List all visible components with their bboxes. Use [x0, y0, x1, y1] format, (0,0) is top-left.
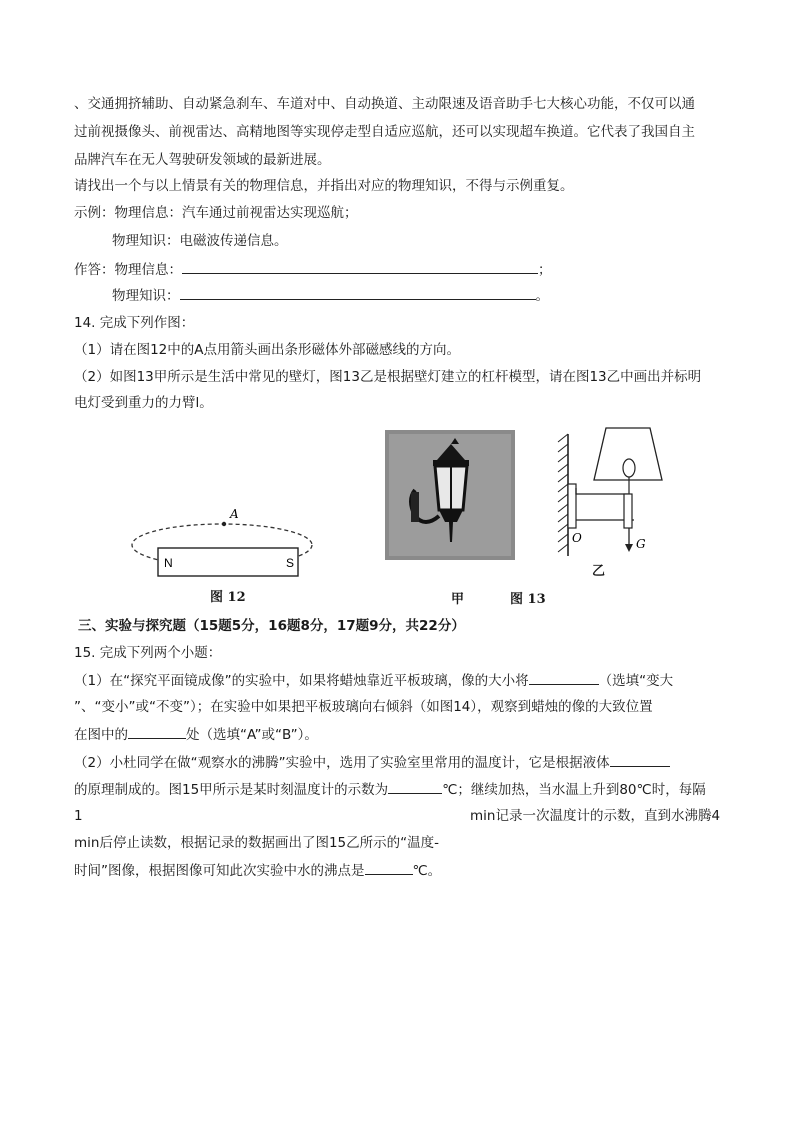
- q15-position-suffix: 处（选填“A”或“B”）。: [186, 727, 318, 743]
- south-pole-label: S: [286, 556, 295, 570]
- q15-reading-suffix: ℃；继续加热，当水温上升到80℃时，每隔: [442, 782, 706, 798]
- q15-boiling-prefix: 时间”图像，根据图像可知此次实验中水的沸点是: [74, 863, 365, 879]
- gravity-arrow-head: [625, 544, 633, 552]
- point-a: [222, 522, 226, 526]
- answer-knowledge-end: 。: [535, 288, 549, 304]
- q14-title: 14. 完成下列作图：: [74, 315, 195, 331]
- q15-part2-row3-right: min记录一次温度计的示数，直到水沸腾4: [470, 808, 721, 824]
- instruction-line: 请找出一个与以上情景有关的物理信息，并指出对应的物理知识，不得与示例重复。: [74, 178, 574, 194]
- north-pole-label: N: [164, 556, 173, 570]
- q15-part2-row5: [74, 860, 441, 881]
- figure-12-caption: 图 12: [210, 590, 246, 605]
- q15-thermometer-text: （2）小杜同学在做“观察水的沸腾”实验中，选用了实验室里常用的温度计，它是根据液体: [74, 755, 610, 771]
- q15-part2-row2: [74, 779, 706, 800]
- answer-knowledge-blank[interactable]: [180, 285, 536, 300]
- answer-info-label: 作答：物理信息：: [74, 262, 182, 278]
- q15-part2-row4: min后停止读数，根据记录的数据画出了图15乙所示的“温度-: [74, 835, 440, 851]
- q15-boiling-blank[interactable]: [365, 860, 413, 875]
- section-3-title: 三、实验与探究题（15题5分，16题8分，17题9分，共22分）: [78, 618, 465, 634]
- wall-plate: [568, 484, 576, 528]
- q15-image-size-blank[interactable]: [529, 670, 599, 685]
- figure-13-jia-photo: [385, 430, 515, 560]
- figure-13-yi-label: 乙: [592, 564, 606, 579]
- paragraph-line-2: 过前视摄像头、前视雷达、高精地图等实现停走型自适应巡航，还可以实现超车换道。它代表了我国自主: [74, 124, 695, 140]
- light-bulb: [623, 459, 635, 477]
- figure-13-jia-label: 甲: [451, 592, 465, 607]
- q15-boiling-suffix: ℃。: [412, 863, 442, 879]
- q15-reading-prefix: 的原理制成的。图15甲所示是某时刻温度计的示数为: [74, 782, 389, 798]
- q15-part1-choice: （选填“变大: [598, 673, 674, 689]
- answer-knowledge-row: [112, 285, 549, 306]
- lamp-post: [624, 494, 632, 528]
- q15-reading-blank[interactable]: [388, 779, 442, 794]
- wall-hatching: [558, 434, 568, 552]
- wall-mount: [411, 492, 419, 522]
- q15-part1-row3: [74, 724, 318, 745]
- figure-13-caption: 图 13: [510, 592, 546, 607]
- example-knowledge: 物理知识：电磁波传递信息。: [112, 233, 288, 249]
- q15-position-prefix: 在图中的: [74, 727, 128, 743]
- q14-part2-line1: （2）如图13甲所示是生活中常见的壁灯，图13乙是根据壁灯建立的杠杆模型，请在图13乙中画出并标明: [74, 369, 702, 385]
- q15-part1-text: （1）在“探究平面镜成像”的实验中，如果将蜡烛靠近平板玻璃，像的大小将: [74, 673, 529, 689]
- q14-part1: （1）请在图12中的A点用箭头画出条形磁体外部磁感线的方向。: [74, 342, 461, 358]
- q15-position-blank[interactable]: [128, 724, 186, 739]
- q15-principle-blank[interactable]: [610, 752, 670, 767]
- answer-knowledge-label: 物理知识：: [112, 288, 180, 304]
- q15-part2-row1: [74, 752, 670, 773]
- figure-13-yi-lever: [548, 420, 678, 580]
- example-info: 示例：物理信息：汽车通过前视雷达实现巡航；: [74, 205, 358, 221]
- upper-arm: [576, 488, 628, 494]
- answer-info-row: [74, 259, 552, 280]
- q15-part1-row2: ”、“变小”或“不变”）；在实验中如果把平板玻璃向右倾斜（如图14），观察到蜡烛的像的大致位置: [74, 699, 653, 715]
- paragraph-line-3: 品牌汽车在无人驾驶研发领域的最新进展。: [74, 152, 331, 168]
- answer-info-end: ；: [538, 262, 552, 278]
- q15-part2-row3-left: 1: [74, 808, 83, 824]
- pivot-o-label: O: [572, 531, 582, 545]
- q15-part1-row1: [74, 670, 673, 691]
- q14-part2-line2: 电灯受到重力的力臂l。: [74, 395, 213, 411]
- answer-info-blank[interactable]: [182, 259, 538, 274]
- paragraph-line-1: 、交通拥挤辅助、自动紧急刹车、车道对中、自动换道、主动限速及语音助手七大核心功能，不仅可以通: [74, 96, 695, 112]
- point-a-label: A: [230, 507, 239, 521]
- gravity-g-label: G: [636, 537, 646, 551]
- q15-title: 15. 完成下列两个小题：: [74, 645, 222, 661]
- bar-magnet: [158, 548, 298, 576]
